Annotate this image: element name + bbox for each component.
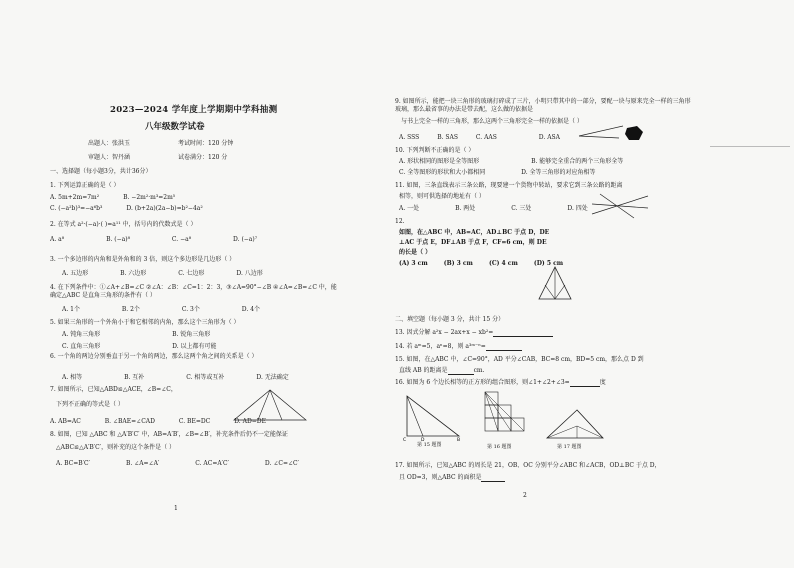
question-2: 2. 在等式 a²·(−a)·( )=a¹¹ 中，括号内的代数式是（ ） — [50, 221, 197, 228]
q11-option-a: A. 一处 — [399, 205, 420, 212]
question-11: 11. 如图，三条直线表示三条公路，现要建一个货物中转站，要求它到三条公路的距离 — [395, 182, 623, 189]
question-17: 17. 如图所示，已知△ABC 的周长是 21，OB、OC 分别平分∠ABC 和∠ACB，OD⊥BC 于点 D， — [395, 462, 661, 469]
fig16-caption: 第 16 题图 — [487, 444, 512, 450]
q9-option-c: C. AAS — [475, 134, 497, 141]
question-6: 6. 一个角的两边分别垂直于另一个角的两边，那么这两个角之间的关系是（ ） — [50, 353, 258, 360]
q12-text-line2: ⊥AC 于点 E，DF⊥AB 于点 F，CF=6 cm，则 DE — [399, 239, 547, 246]
q8-options — [56, 460, 321, 468]
q10-option-b: B. 能够完全重合的两个三角形全等 — [531, 158, 624, 165]
fig17-diagram — [545, 408, 605, 442]
q1-option-b: B. −2m²·m³=2m⁵ — [123, 194, 176, 201]
svg-text:D: D — [421, 438, 425, 442]
q6-option-a: A. 相等 — [62, 374, 83, 381]
q4-option-d: D. 4个 — [241, 306, 261, 313]
q8-option-b: B. ∠A=∠A′ — [125, 460, 160, 467]
question-5: 5. 如果三角形的一个外角小于和它相邻的内角，那么这个三角形为（ ） — [50, 319, 240, 326]
q5-option-d: D. 以上都有可能 — [172, 343, 217, 350]
question-12: 12. — [395, 218, 405, 225]
question-11-cont: 相等，则可供选择的地址有（ ） — [399, 193, 485, 200]
page-number-2: 2 — [523, 492, 527, 499]
q4-option-c: C. 3个 — [181, 306, 200, 313]
question-17-cont: 且 OD=3，则△ABC 的面积是 — [399, 474, 505, 482]
q5-option-c: C. 直角三角形 — [62, 343, 101, 350]
q1-option-c: C. (−a²b)³=−a⁶b³ — [50, 205, 103, 212]
svg-text:C: C — [403, 438, 407, 442]
q13-answer-blank[interactable] — [493, 330, 553, 337]
question-14: 14. 若 aᵐ=5，aⁿ=8，则 a³ᵐ⁻ⁿ= — [395, 343, 522, 351]
q15-answer-blank[interactable] — [448, 368, 474, 375]
setter-row: 出题人：张洪玉 — [88, 140, 131, 147]
q1-options-row2 — [50, 205, 225, 213]
q3-option-b: B. 六边形 — [120, 270, 147, 277]
q14-answer-blank[interactable] — [486, 344, 522, 351]
q10-options-row2 — [399, 169, 618, 177]
q6-option-c: C. 相等或互补 — [186, 374, 225, 381]
q7-option-b: B. ∠BAE=∠CAD — [104, 418, 155, 425]
q12-text-line3: 的长是（ ） — [399, 249, 432, 256]
q9-option-a: A. SSS — [399, 134, 420, 141]
q2-options — [50, 236, 279, 244]
q8-option-c: C. AC=A′C′ — [195, 460, 229, 467]
page-number-1: 1 — [174, 505, 178, 512]
q11-option-c: C. 三处 — [511, 205, 532, 212]
q3-option-d: D. 八边形 — [236, 270, 263, 277]
q17-answer-blank[interactable] — [481, 475, 505, 482]
fig15-caption: 第 15 题图 — [417, 442, 442, 448]
question-1: 1. 下列运算正确的是（ ） — [50, 182, 120, 189]
q1-options-row1 — [50, 194, 197, 202]
question-15-cont: 直线 AB 的距离是 cm. — [399, 367, 485, 374]
q16-answer-blank[interactable] — [570, 380, 600, 387]
question-9: 9. 如图所示，能把一块三角形的玻璃打碎成了三片，小明只带其中的一部分，要配一块与原来完全一样的三角形玻璃，那么最省事的办法是带去配，这么做的依据是 — [395, 98, 691, 113]
question-8: 8. 如图，已知 △ABC 和 △A′B′C′ 中，AB=A′B′，∠B=∠B′，补充条件后仍不一定能保证 — [50, 431, 288, 438]
fig16-diagram — [483, 390, 527, 444]
q11-figure — [590, 190, 650, 220]
q6-option-b: B. 互补 — [124, 374, 145, 381]
q11-options — [399, 205, 610, 213]
exam-title: 2023—2024 学年度上学期期中学科抽测 — [110, 105, 278, 115]
q2-option-a: A. a⁸ — [50, 236, 65, 243]
q3-option-c: C. 七边形 — [178, 270, 205, 277]
q5-option-a: A. 钝角三角形 — [62, 331, 101, 338]
question-9-cont: 与书上完全一样的三角形，那么这两个三角形完全一样的依据是（ ） — [401, 118, 583, 125]
q10-option-d: D. 全等三角形的对应角相等 — [521, 169, 596, 176]
section-2-heading: 二、填空题（每小题 3 分，共计 15 分） — [395, 316, 505, 323]
q9-options — [399, 134, 582, 142]
q2-option-b: B. (−a)⁸ — [106, 236, 130, 243]
question-7: 7. 如图所示，已知△ABD≌△ACE，∠B=∠C， — [50, 386, 177, 393]
page-1 — [50, 0, 350, 568]
q3-option-a: A. 五边形 — [62, 270, 89, 277]
question-16: 16. 如图为 6 个边长相等的正方形的组合图形，则∠1+∠2+∠3= 度 — [395, 379, 606, 386]
q6-option-d: D. 无法确定 — [256, 374, 289, 381]
q5-options-row1 — [62, 331, 232, 339]
q8-option-a: A. BC=B′C′ — [56, 460, 91, 467]
q12-option-b: (B) 3 cm — [443, 260, 473, 267]
page-2 — [395, 0, 695, 568]
q5-option-b: B. 锐角三角形 — [172, 331, 211, 338]
q5-options-row2 — [62, 343, 239, 351]
q10-option-c: C. 全等图形的形状和大小都相同 — [399, 169, 486, 176]
q10-option-a: A. 形状相同的图形是全等图形 — [399, 158, 480, 165]
q7-option-c: C. BE=DC — [178, 418, 211, 425]
q9-option-d: D. ASA — [538, 134, 560, 141]
q3-options — [62, 270, 285, 278]
q12-option-d: (D) 5 cm — [533, 260, 564, 267]
exam-subtitle: 八年级数学试卷 — [145, 122, 205, 132]
q1-option-a: A. 5m+2m=7m² — [50, 194, 100, 201]
score-row: 试卷满分：120 分 — [178, 154, 228, 161]
fig17-caption: 第 17 题图 — [557, 444, 582, 450]
question-3: 3. 一个多边形的内角和是外角和的 3 倍，则这个多边形是几边形（ ） — [50, 256, 236, 263]
fig15-diagram — [401, 392, 463, 442]
q6-options — [62, 374, 311, 382]
q4-option-a: A. 1个 — [62, 306, 80, 313]
q7-option-a: A. AB=AC — [50, 418, 81, 425]
margin-line — [710, 146, 790, 147]
q7-option-d: D. AD=DE — [234, 418, 266, 425]
q4-options — [62, 306, 282, 314]
question-15: 15. 如图，在△ABC 中，∠C=90°，AD 平分∠CAB，BC=8 cm，BD=5 cm，那么点 D 到 — [395, 356, 644, 363]
svg-text:B: B — [457, 438, 461, 442]
q2-option-d: D. (−a)⁷ — [233, 236, 258, 243]
question-13: 13. 因式分解 a²x − 2ax+x − xb²= — [395, 329, 553, 337]
question-8-cont: △ABC≌△A′B′C′，则补充的这个条件是（ ） — [56, 444, 176, 451]
time-row: 考试时间：120 分钟 — [178, 140, 234, 147]
reviewer-row: 审题人：智丹涵 — [88, 154, 131, 161]
question-4: 4. 在下列条件中：①∠A+∠B=∠C ②∠A：∠B：∠C=1：2：3，③∠A=90°−∠B ④∠A=∠B=∠C 中，能确定△ABC 是直角三角形的条件有（ ） — [50, 284, 337, 300]
q2-option-c: C. −a⁸ — [171, 236, 192, 243]
q7-figure — [230, 388, 310, 424]
question-10: 10. 下列判断不正确的是（ ） — [395, 147, 475, 154]
q11-option-d: D. 四处 — [567, 205, 588, 212]
q4-option-b: B. 2个 — [121, 306, 140, 313]
question-7-cont: 下列不正确的等式是（ ） — [56, 401, 124, 408]
q12-figure — [535, 265, 575, 303]
q11-option-b: B. 两处 — [455, 205, 476, 212]
q10-options-row1 — [399, 158, 645, 166]
q9-option-b: B. SAS — [437, 134, 458, 141]
q9-figure — [575, 122, 655, 144]
q8-option-d: D. ∠C=∠C′ — [264, 460, 299, 467]
q12-option-a: (A) 3 cm — [399, 260, 428, 267]
q12-text-line1: 如图，在△ABC 中，AB=AC，AD⊥BC 于点 D，DE — [399, 229, 550, 236]
q12-option-c: (C) 4 cm — [488, 260, 518, 267]
section-1-heading: 一、选择题（每小题3分，共计36分） — [50, 168, 152, 175]
q1-option-d: D. (b+2a)(2a−b)=b²−4a² — [126, 205, 203, 212]
